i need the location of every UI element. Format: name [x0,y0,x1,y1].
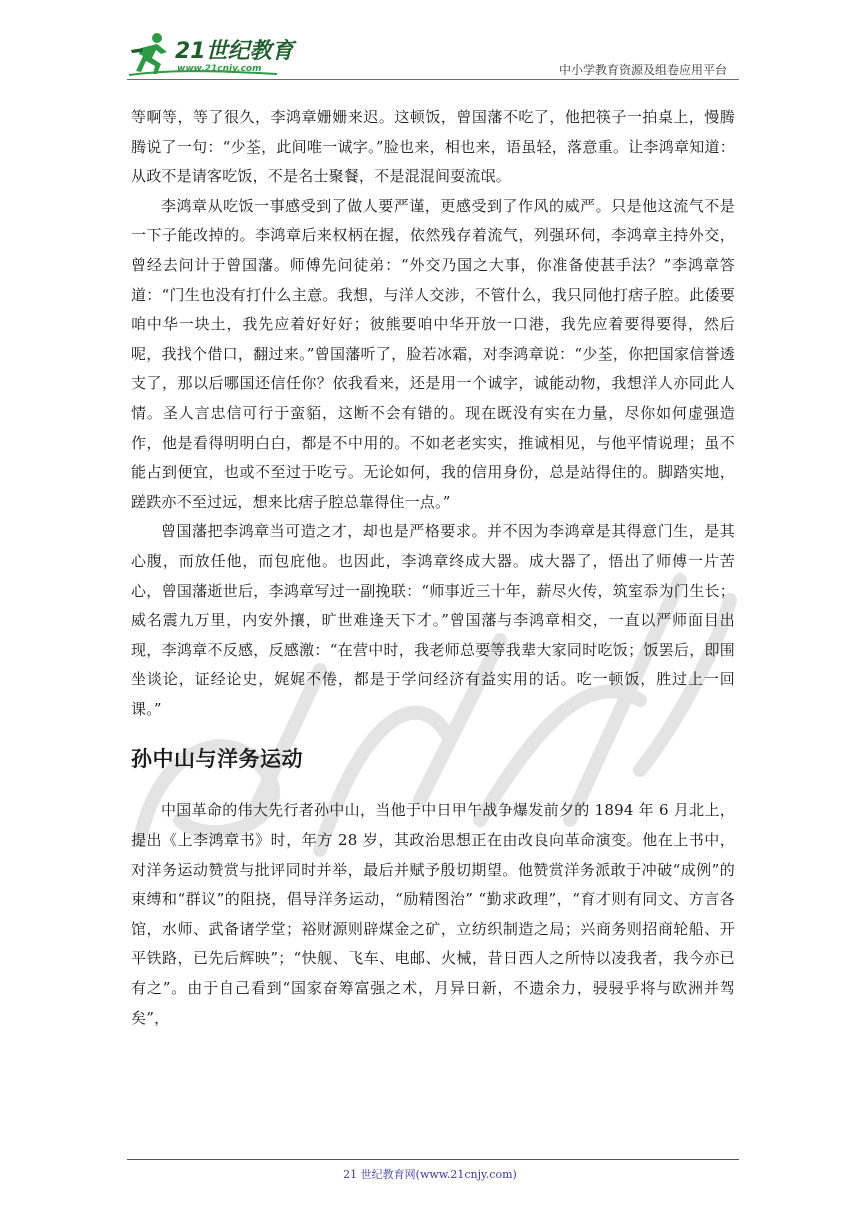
section-heading: 孙中山与洋务运动 [131,747,303,772]
platform-title: 中小学教育资源及组卷应用平台 [558,63,727,77]
logo-text: 21世纪教育 [175,39,294,64]
page-header [127,30,739,80]
site-logo [127,30,327,78]
paragraph: 中国革命的伟大先行者孙中山，当他于中日甲午战争爆发前夕的 1894 年 6 月北上，提出《上李鸿章书》时，年方 28 岁，其政治思想正在由改良向革命演变。他在上书中，对洋务运动赞赏与批评同时并举，最后并赋予殷切期望。他赞赏洋务派敢于冲破“成例”的束缚和“群议”的阻挠，倡导洋务运动，“励精图治” “勤求政理”，“育才则有同文、方言各馆，水师、武备诸学堂；裕财源则辟煤金之矿，立纺织制造之局；兴商务则招商轮船、开平铁路，已先后辉映”；“快舰、飞车、电邮、火械，昔日西人之所恃以凌我者，我今亦已有之”。由于自己看到“国家奋筹富强之术，月异日新，不遗余力，骎骎乎将与欧洲并驾矣”， [131,801,735,1027]
paragraph: 等啊等，等了很久，李鸿章姗姗来迟。这顿饭，曾国藩不吃了，他把筷子一拍桌上，慢腾腾说了一句：“少荃，此间唯一诚字。”脸也来，相也来，语虽轻，落意重。让李鸿章知道：从政不是请客吃饭，不是名士聚餐，不是混混间耍流氓。 [131,108,735,186]
paragraph: 曾国藩把李鸿章当可造之才，却也是严格要求。并不因为李鸿章是其得意门生，是其心腹，而放任他，而包庇他。也因此，李鸿章终成大器。成大器了，悟出了师傅一片苦心，曾国藩逝世后，李鸿章写过一副挽联：“师事近三十年，薪尽火传，筑室忝为门生长；威名震九万里，内安外攘，旷世难逢天下才。”曾国藩与李鸿章相交，一直以严师面目出现，李鸿章不反感，反感激：“在营中时，我老师总要等我辈大家同时吃饭；饭罢后，即围坐谈论，证经论史，娓娓不倦，都是于学问经济有益实用的话。吃一顿饭，胜过上一回课。” [131,522,735,718]
page-footer: 21 世纪教育网(www.21cnjy.com) [343,1168,517,1181]
footer-divider [127,1159,739,1160]
header-divider [127,79,739,80]
logo-url: www.21cnjy.com [177,64,262,74]
paragraph: 李鸿章从吃饭一事感受到了做人要严谨，更感受到了作风的威严。只是他这流气不是一下子能改掉的。李鸿章后来权柄在握，依然残存着流气，列强环伺，李鸿章主持外交，曾经去问计于曾国藩。师傅先问徒弟：“外交乃国之大事，你准备使甚手法？”李鸿章答道：“门生也没有打什么主意。我想，与洋人交涉，不管什么，我只同他打痞子腔。此倭要咱中华一块土，我先应着好好好；彼熊要咱中华开放一口港，我先应着要得要得，然后呢，我找个借口，翻过来。”曾国藩听了，脸若冰霜，对李鸿章说：“少荃，你把国家信誉透支了，那以后哪国还信任你？依我看来，还是用一个诚字，诚能动物，我想洋人亦同此人情。圣人言忠信可行于蛮貊，这断不会有错的。现在既没有实在力量，尽你如何虚强造作，他是看得明明白白，都是不中用的。不如老老实实，推诚相见，与他平情说理；虽不能占到便宜，也或不至过于吃亏。无论如何，我的信用身份，总是站得住的。脚踏实地，蹉跌亦不至过远，想来比痞子腔总靠得住一点。” [131,196,735,511]
document-body [131,103,735,1033]
